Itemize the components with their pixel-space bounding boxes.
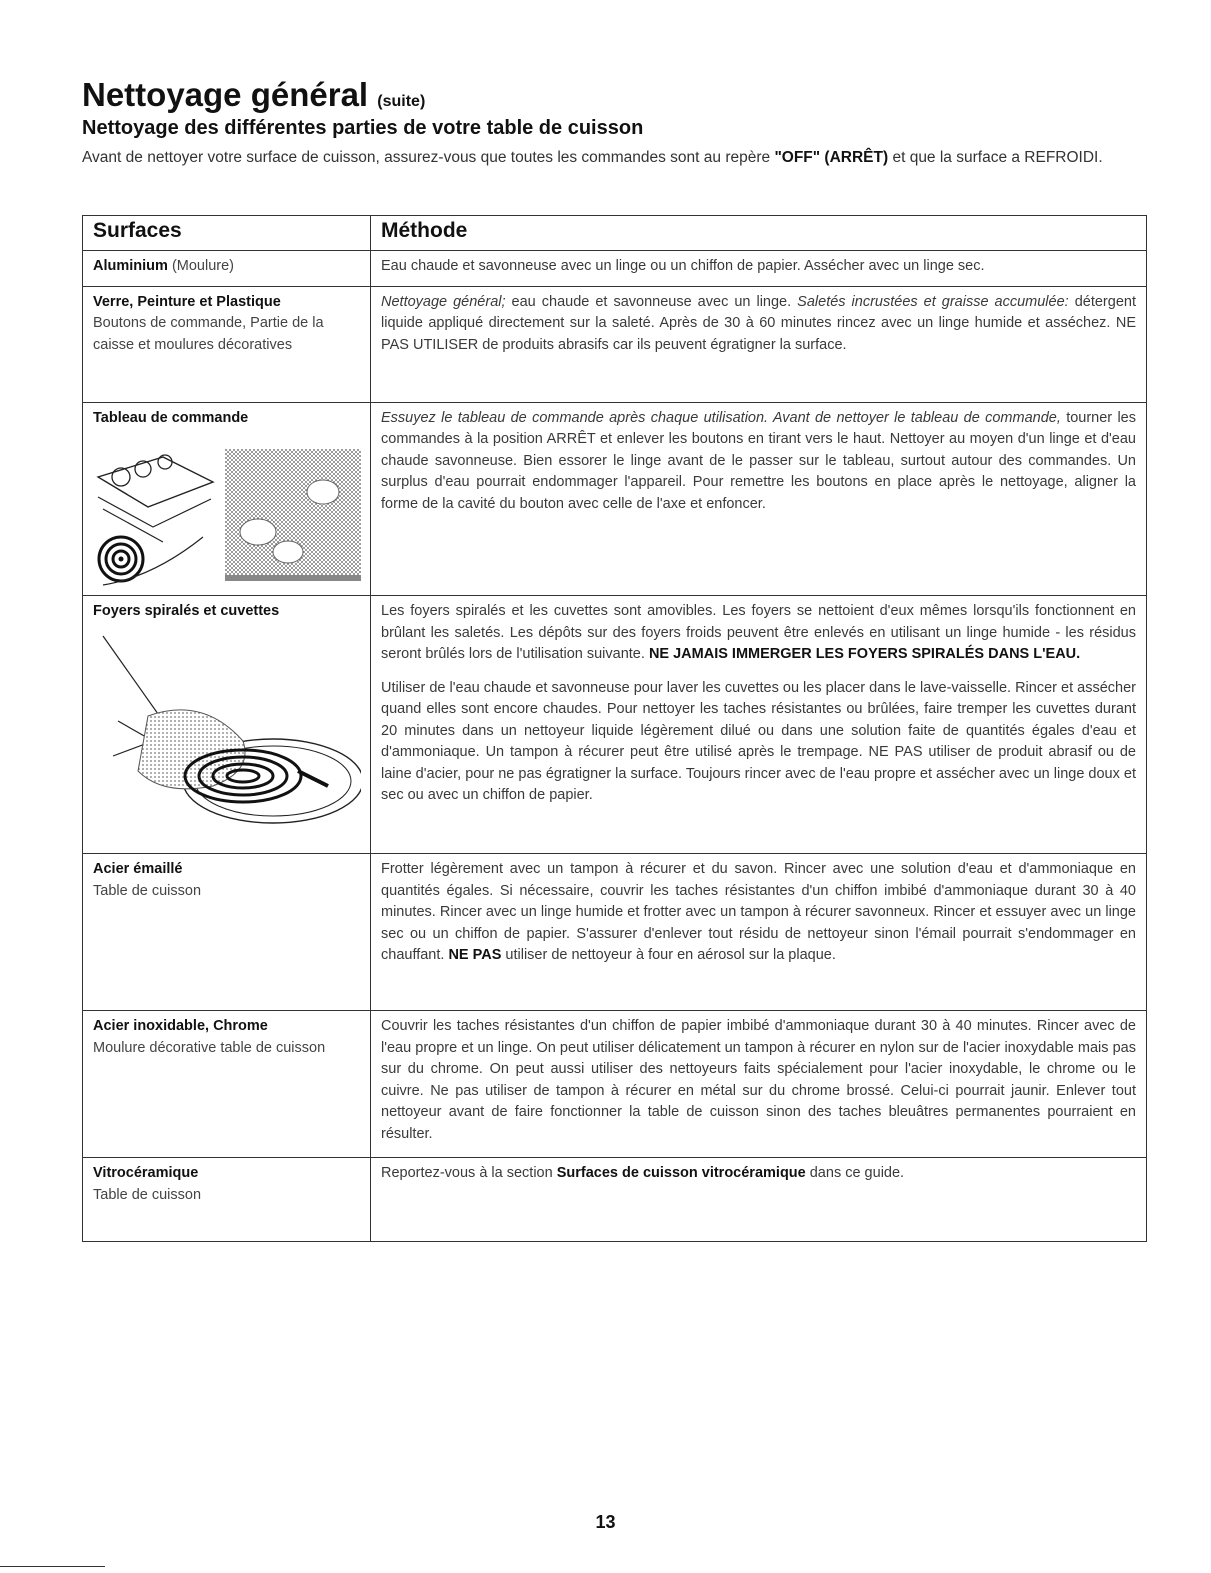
table-row xyxy=(83,596,1147,854)
surface-cell xyxy=(83,1011,371,1158)
method-cell: Reportez-vous à la section Surfaces de cuisson vitrocéramique dans ce guide. xyxy=(371,1158,1147,1242)
table-row xyxy=(83,251,1147,287)
column-header-methode: Méthode xyxy=(371,216,1147,251)
method-cell: Essuyez le tableau de commande après chaque utilisation. Avant de nettoyer le tableau de commande, tourner les commandes à la position ARRÊT et enlever les boutons en tirant vers le haut. Nettoyer au moyen d'un linge et d'eau chaude savonneuse. Bien essorer le linge avant de le passer sur le tableau, surtout autour des commandes. Un surplus d'eau pourrait endommager l'appareil. Pour remettre les boutons en place après le nettoyage, aligner la forme de la cavité du bouton avec celle de l'axe et enfoncer. xyxy=(371,402,1147,596)
title-suffix: (suite) xyxy=(377,93,426,110)
surface-subtitle: Table de cuisson xyxy=(93,882,202,899)
method-cell: Frotter légèrement avec un tampon à récurer et du savon. Rincer avec une solution d'eau et d'ammoniaque en quantités égales. Si nécessaire, couvrir les taches résistantes d'un chiffon imbibé d'ammoniaque durant 30 à 40 minutes. Rincer avec un linge humide et frotter avec un tampon à récurer savonneux. Rincer et essuyer avec un linge sec ou un chiffon de papier. S'assurer d'enlever tout résidu de nettoyeur sinon l'émail pourrait s'endommager en chauffant. NE PAS utiliser de nettoyeur à four en aérosol sur la plaque. xyxy=(371,854,1147,1011)
surface-cell xyxy=(83,286,371,402)
warning-text: NE JAMAIS IMMERGER LES FOYERS SPIRALÉS DANS L'EAU. xyxy=(648,646,1081,662)
surface-cell xyxy=(83,596,371,854)
method-cell: Nettoyage général; eau chaude et savonneuse avec un linge. Saletés incrustées et graisse accumulée: détergent liquide appliqué directement sur la saleté. Après de 30 à 60 minutes rincez avec un linge humide et asséchez. NE PAS UTILISER de produits abrasifs car ils peuvent égratigner la surface. xyxy=(371,286,1147,402)
section-subtitle: Nettoyage des différentes parties de votre table de cuisson xyxy=(82,117,644,139)
surface-name: Verre, Peinture et Plastique xyxy=(93,293,281,310)
table-row xyxy=(83,854,1147,1011)
surface-name: Vitrocéramique xyxy=(93,1165,199,1181)
intro-paragraph: Avant de nettoyer votre surface de cuisson, assurez-vous que toutes les commandes sont au repère "OFF" (ARRÊT) et que la surface a REFROIDI. xyxy=(82,149,1103,166)
table-row xyxy=(83,402,1147,596)
table-row xyxy=(83,1158,1147,1242)
table-row xyxy=(83,286,1147,402)
surface-cell xyxy=(83,251,371,287)
surface-subtitle: (Moulure) xyxy=(171,258,234,274)
surface-name: Acier émaillé xyxy=(93,861,183,877)
table-header-row xyxy=(83,216,1147,251)
surface-name: Tableau de commande xyxy=(93,409,249,426)
surface-subtitle: Table de cuisson xyxy=(93,1186,202,1203)
surface-subtitle: Boutons de commande, Partie de la caisse et moulures décoratives xyxy=(93,315,324,353)
method-cell: Eau chaude et savonneuse avec un linge ou un chiffon de papier. Assécher avec un linge sec. xyxy=(371,251,1147,287)
coil-element-illustration xyxy=(93,631,361,831)
control-panel-illustration xyxy=(93,437,361,587)
surface-name: Acier inoxidable, Chrome xyxy=(93,1018,268,1034)
surface-cell xyxy=(83,402,371,596)
table-row xyxy=(83,1011,1147,1158)
intro-emphasis: "OFF" (ARRÊT) xyxy=(774,149,889,166)
surface-cell xyxy=(83,1158,371,1242)
page-title: Nettoyage général (suite) xyxy=(82,76,426,113)
column-header-surfaces: Surfaces xyxy=(83,216,371,251)
method-cell: Les foyers spiralés et les cuvettes sont amovibles. Les foyers se nettoient d'eux mêmes lorsqu'ils fonctionnent en brûlant les saletés. Les dépôts sur des foyers froids peuvent être enlevés en utilisant un linge humide - les résidus seront brûlés lors de l'utilisation suivante. NE JAMAIS IMMERGER LES FOYERS SPIRALÉS DANS L'EAU. Utiliser de l'eau chaude et savonneuse pour laver les cuvettes ou les placer dans le lave-vaisselle. Rincer et assécher quand elles sont encore chaudes. Pour nettoyer les taches résistantes ou brûlées, faire tremper les cuvettes durant 20 minutes dans un nettoyeur liquide légèrement dilué ou dans une solution faite de quantités égales d'eau et d'ammoniaque. Un tampon à récurer peut être utilisé après le trempage. NE PAS utiliser de produit abrasif ou de laine d'acier, pour ne pas égratigner la surface. Toujours rincer avec de l'eau propre et assécher avec un linge doux et sec ou avec un chiffon de papier. xyxy=(371,596,1147,854)
cleaning-table xyxy=(82,215,1147,1242)
surface-cell xyxy=(83,854,371,1011)
surface-subtitle: Moulure décorative table de cuisson xyxy=(93,1039,326,1056)
footer-rule xyxy=(0,1566,105,1567)
surface-name: Foyers spiralés et cuvettes xyxy=(93,603,280,619)
surface-name: Aluminium xyxy=(93,258,168,274)
page-number: 13 xyxy=(595,1512,616,1532)
method-cell: Couvrir les taches résistantes d'un chiffon de papier imbibé d'ammoniaque durant 30 à 40 minutes. Rincer avec de l'eau propre et un linge. On peut utiliser délicatement un tampon à récurer en nylon sur de l'acier inoxydable mais pas sur du chrome. On peut aussi utiliser des nettoyeurs faits spécialement pour l'acier inoxydable, le chrome ou le cuivre. Ne pas utiliser de tampon à récurer en métal sur du chrome brossé. Celui-ci pourrait jaunir. Enlever tout nettoyeur avant de faire fonctionner la table de cuisson sinon des taches bleuâtres permanentes pourraient en résulter. xyxy=(371,1011,1147,1158)
